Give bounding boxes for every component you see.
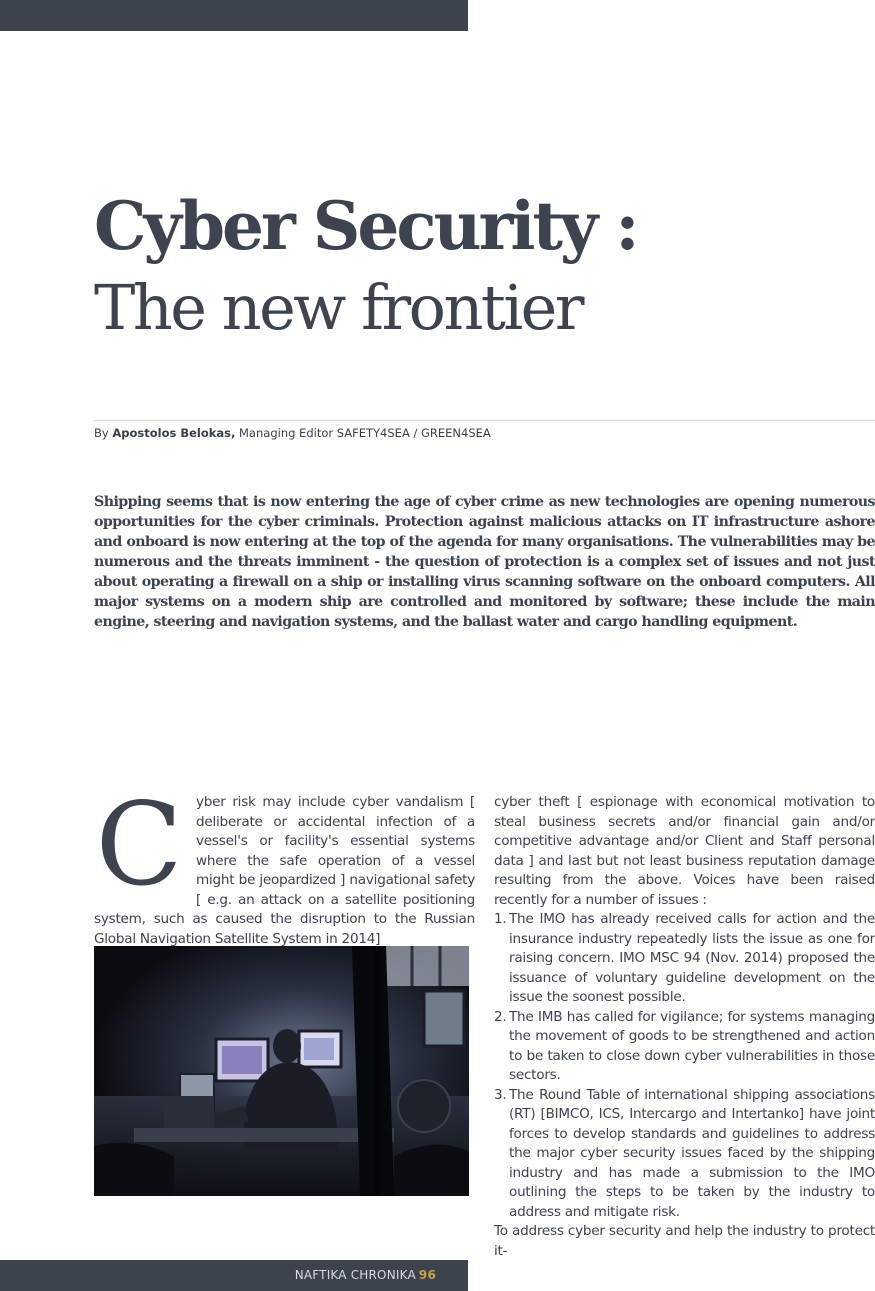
intro-paragraph: Shipping seems that is now entering the age of cyber crime as new technologies are opening numerous opportunities for the cyber criminals. Protection against malicious attacks on IT infrastructure ashore and onboard is now entering at the top of the agenda for many organisations. The vulnerabilities may be numerous and the threats imminent - the question of protection is a complex set of issues and not just about operating a firewall on a ship or installing virus scanning software on the onboard computers. All major systems on a modern ship are controlled and monitored by software; these include the main engine, steering and navigation systems, and the ballast water and cargo handling equipment. — [94, 494, 875, 630]
list-item-text: The IMB has called for vigilance; for systems managing the movement of goods to be strengthened and action to be taken to close down cyber vulnerabilities in those sectors. — [509, 1008, 875, 1083]
issues-list — [494, 910, 875, 1222]
list-item-number: 1. — [494, 911, 507, 927]
article-title-line2: The new frontier — [94, 271, 582, 344]
list-item-number: 2. — [494, 1008, 507, 1025]
footer-bar — [0, 1260, 468, 1291]
body-column-left — [94, 778, 475, 949]
page-number: 96 — [418, 1268, 436, 1282]
right-column-closing: To address cyber security and help the industry to protect it- — [494, 1223, 875, 1259]
left-column-text: yber risk may include cyber vandalism [ deliberate or accidental infection of a vessel's or facility's essential systems where the safe operation of a vessel might be jeopardized ] navigational safety [ e.g. an attack on a satellite positioning system, such as caused the disruption to the Russian Global Navigation Satellite System in 2014] — [94, 794, 475, 947]
article-photo — [94, 946, 469, 1196]
list-item-number: 3. — [494, 1086, 507, 1103]
list-item-text: The IMO has already received calls for action and the insurance industry repeatedly lists the issue as one for raising concern. IMO MSC 94 (Nov. 2014) proposed the issuance of voluntary guideline development on the issue the soonest possible. — [509, 911, 875, 1005]
cyber-operator-photo-illustration — [94, 946, 469, 1196]
byline-divider — [94, 420, 875, 421]
byline-author: Apostolos Belokas, — [112, 426, 236, 440]
body-column-right — [494, 793, 875, 1261]
byline — [94, 426, 491, 440]
byline-role: Managing Editor SAFETY4SEA / GREEN4SEA — [235, 426, 491, 440]
publication-name: NAFTIKA CHRONIKA — [294, 1268, 416, 1282]
top-color-bar — [0, 0, 468, 31]
list-item — [494, 1008, 875, 1086]
drop-cap: C — [95, 778, 183, 911]
list-item-text: The Round Table of international shipping associations (RT) [BIMCO, ICS, Intercargo and Intertanko] have joint forces to develop standards and guidelines to address the major cyber security issues faced by the shipping industry and has made a submission to the IMO outlining the steps to be taken by the industry to address and mitigate risk. — [509, 1086, 875, 1220]
right-column-intro: cyber theft [ espionage with economical motivation to steal business secrets and/or financial gain and/or competitive advantage and/or Client and Staff personal data ] and last but not least business reputation damage resulting from the above. Voices have been raised recently for a number of issues : — [494, 794, 875, 908]
byline-prefix: By — [94, 426, 113, 440]
list-item — [494, 910, 875, 1008]
list-item — [494, 1086, 875, 1223]
footer-text — [295, 1260, 436, 1291]
article-title-line1: Cyber Security : — [94, 187, 637, 265]
